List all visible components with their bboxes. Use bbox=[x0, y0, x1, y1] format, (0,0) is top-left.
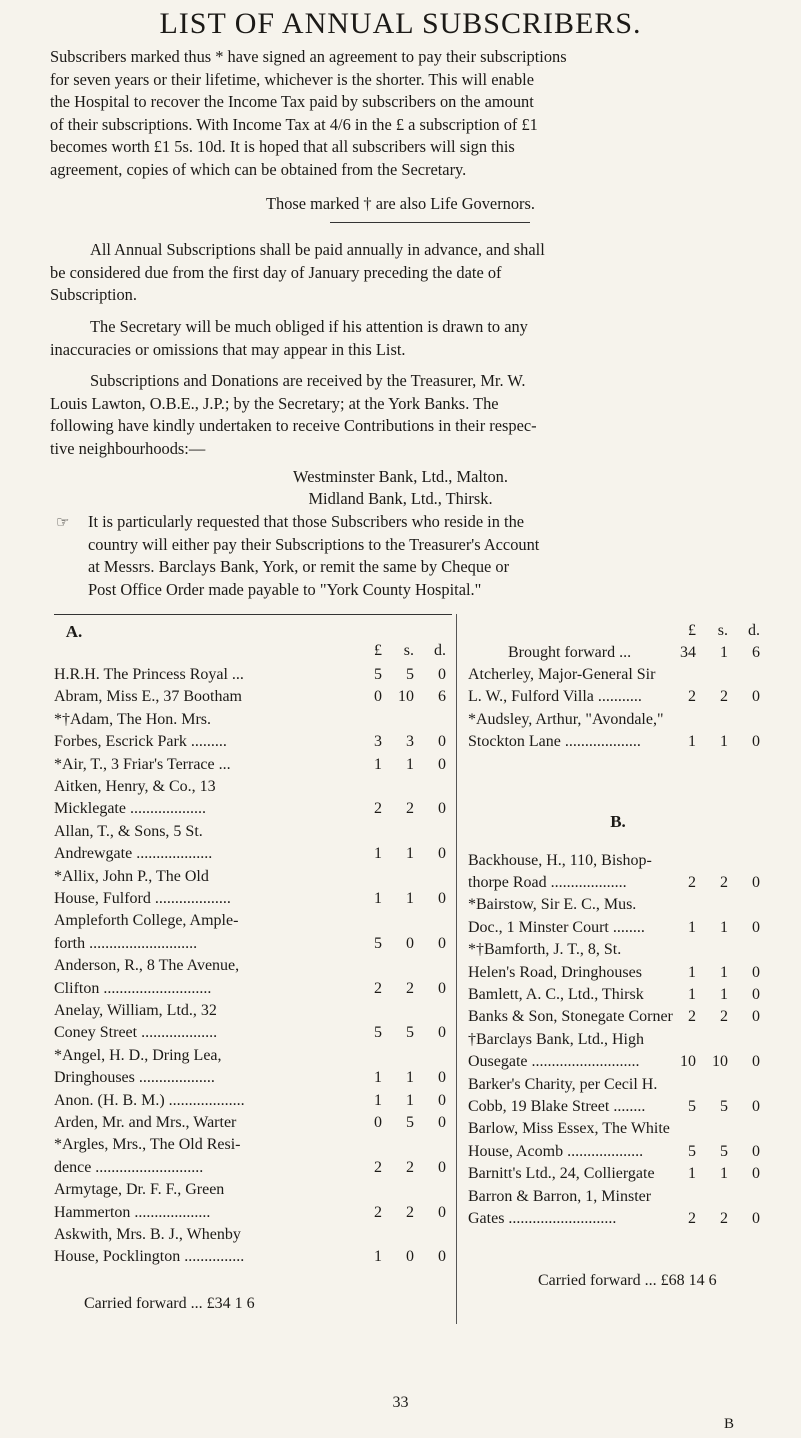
intro-line: for seven years or their lifetime, whichever is the shorter. This will enable bbox=[50, 69, 534, 89]
pounds-amount: 1 bbox=[374, 1069, 382, 1087]
subscriber-name-line: Coney Street ................... bbox=[54, 1024, 218, 1042]
pounds-amount: 0 bbox=[374, 688, 382, 706]
shillings-amount: 2 bbox=[406, 800, 414, 818]
subscriber-name-line: Doc., 1 Minster Court ........ bbox=[468, 918, 645, 936]
pence-amount: 0 bbox=[438, 755, 446, 773]
shillings-amount: 1 bbox=[720, 1165, 728, 1183]
subscriber-name-line: Dringhouses ................... bbox=[54, 1069, 215, 1087]
pence-amount: 0 bbox=[438, 934, 446, 952]
subscriber-entry bbox=[468, 939, 768, 984]
shillings-amount: 1 bbox=[720, 986, 728, 1003]
subscriber-name-line: Bamlett, A. C., Ltd., Thirsk bbox=[468, 986, 644, 1003]
section-letter-a: A. bbox=[65, 622, 83, 641]
subscriber-entry bbox=[468, 850, 768, 895]
subscriber-name-line: Andrewgate ................... bbox=[54, 845, 213, 863]
shillings-amount: 2 bbox=[720, 1209, 728, 1227]
pence-amount: 0 bbox=[438, 1203, 446, 1221]
request-note-line: at Messrs. Barclays Bank, York, or remit the same by Cheque or bbox=[88, 557, 510, 577]
pence-amount: 0 bbox=[752, 1097, 760, 1115]
subscriber-name-line: Anon. (H. B. M.) ................... bbox=[54, 1091, 245, 1109]
subscriber-entry bbox=[468, 1186, 768, 1231]
pence-amount: 6 bbox=[752, 644, 760, 661]
pounds-amount: 1 bbox=[374, 755, 382, 773]
subscriber-entry bbox=[54, 866, 450, 911]
shillings-amount: 1 bbox=[406, 889, 414, 907]
subscriber-name-line: L. W., Fulford Villa ........... bbox=[468, 688, 642, 706]
subscriber-entry bbox=[54, 776, 450, 821]
subscriber-name-line: Anderson, R., 8 The Avenue, bbox=[54, 957, 240, 975]
subscriber-entry bbox=[54, 686, 450, 708]
pence-amount: 0 bbox=[752, 688, 760, 706]
subscriber-entry bbox=[54, 1000, 450, 1045]
bank-midland-thirsk: Midland Bank, Ltd., Thirsk. bbox=[308, 489, 493, 508]
pence-amount: 0 bbox=[438, 666, 446, 683]
pence-amount: 0 bbox=[438, 1158, 446, 1176]
subscriber-name-line: Cobb, 19 Blake Street ........ bbox=[468, 1097, 646, 1115]
subscriber-entry bbox=[54, 821, 450, 866]
subscriber-name-line: House, Pocklington ............... bbox=[54, 1248, 245, 1266]
subscriber-name-line: *Bairstow, Sir E. C., Mus. bbox=[468, 896, 637, 914]
subscriber-name-line: †Barclays Bank, Ltd., High bbox=[468, 1030, 644, 1048]
pounds-amount: 2 bbox=[688, 873, 696, 891]
pounds-amount: 2 bbox=[374, 1158, 382, 1176]
subscriber-name-line: House, Acomb ................... bbox=[468, 1142, 644, 1160]
pounds-amount: 1 bbox=[688, 963, 696, 981]
shillings-amount: 1 bbox=[406, 755, 414, 773]
money-header-pence: d. bbox=[748, 622, 760, 639]
intro-paragraph bbox=[50, 46, 768, 182]
subscriber-name-line: Barron & Barron, 1, Minster bbox=[468, 1187, 652, 1205]
pounds-amount: 1 bbox=[688, 1165, 696, 1183]
donations-note-line: following have kindly undertaken to receive Contributions in their respec- bbox=[50, 416, 537, 436]
pounds-amount: 2 bbox=[688, 1209, 696, 1227]
carried-forward-left: Carried forward ... £34 1 6 bbox=[84, 1294, 255, 1312]
subscriber-name-line: Barlow, Miss Essex, The White bbox=[468, 1120, 670, 1138]
subscriber-entry bbox=[468, 984, 768, 1006]
subscriber-name-line: *Allix, John P., The Old bbox=[54, 867, 209, 885]
shillings-amount: 2 bbox=[406, 979, 414, 997]
pence-amount: 0 bbox=[438, 1248, 446, 1266]
shillings-amount: 5 bbox=[720, 1097, 728, 1115]
pence-amount: 0 bbox=[752, 1165, 760, 1183]
subscriber-name-line: Askwith, Mrs. B. J., Whenby bbox=[54, 1226, 241, 1243]
request-note-line: It is particularly requested that those Subscribers who reside in the bbox=[88, 512, 525, 531]
subscriber-name-line: Armytage, Dr. F. F., Green bbox=[54, 1181, 225, 1199]
pence-amount: 0 bbox=[438, 1069, 446, 1087]
pence-amount: 0 bbox=[438, 733, 446, 751]
pence-amount: 0 bbox=[752, 1053, 760, 1071]
shillings-amount: 2 bbox=[406, 1203, 414, 1221]
subscriber-name-line: Hammerton ................... bbox=[54, 1203, 211, 1221]
pounds-amount: 1 bbox=[374, 889, 382, 907]
shillings-amount: 5 bbox=[406, 666, 414, 683]
pounds-amount: 1 bbox=[374, 845, 382, 863]
pence-amount: 0 bbox=[438, 1114, 446, 1131]
pence-amount: 0 bbox=[438, 800, 446, 818]
subscriber-name-line: Stockton Lane ................... bbox=[468, 733, 641, 751]
subscriber-name-line: Barker's Charity, per Cecil H. bbox=[468, 1075, 658, 1093]
shillings-amount: 2 bbox=[406, 1158, 414, 1176]
request-note-line: Post Office Order made payable to "York County Hospital." bbox=[88, 579, 482, 599]
request-note-line: country will either pay their Subscriptions to the Treasurer's Account bbox=[88, 534, 540, 554]
donations-note-line: Subscriptions and Donations are received by the Treasurer, Mr. W. bbox=[90, 371, 526, 390]
pounds-amount: 1 bbox=[688, 986, 696, 1003]
subscriber-name-line: dence ........................... bbox=[54, 1158, 204, 1176]
carried-forward-right: Carried forward ... £68 14 6 bbox=[538, 1272, 717, 1290]
subscriber-name-line: *Angel, H. D., Dring Lea, bbox=[54, 1046, 222, 1064]
subscriber-name-line: *Audsley, Arthur, "Avondale," bbox=[468, 710, 664, 728]
section-rule bbox=[54, 614, 452, 615]
shillings-amount: 5 bbox=[406, 1114, 414, 1131]
subscriber-entry bbox=[54, 1112, 450, 1134]
annual-note-line: All Annual Subscriptions shall be paid annually in advance, and shall bbox=[90, 240, 545, 259]
shillings-amount: 10 bbox=[398, 688, 414, 706]
secretary-note-line: inaccuracies or omissions that may appear in this List. bbox=[50, 339, 406, 359]
pounds-amount: 34 bbox=[680, 644, 696, 661]
annual-note-line: Subscription. bbox=[50, 285, 137, 305]
pounds-amount: 2 bbox=[688, 1008, 696, 1026]
subscriber-name-line: Abram, Miss E., 37 Bootham bbox=[54, 688, 242, 706]
subscriber-name-line: Barnitt's Ltd., 24, Colliergate bbox=[468, 1165, 655, 1183]
pence-amount: 0 bbox=[438, 889, 446, 907]
shillings-amount: 10 bbox=[712, 1053, 728, 1071]
secretary-note bbox=[50, 316, 768, 361]
donations-note-line: Louis Lawton, O.B.E., J.P.; by the Secretary; at the York Banks. The bbox=[50, 393, 499, 413]
shillings-amount: 5 bbox=[406, 1024, 414, 1042]
money-header-pounds: £ bbox=[688, 622, 696, 639]
subscriber-entry bbox=[468, 1074, 768, 1119]
shillings-amount: 1 bbox=[406, 845, 414, 863]
subscriber-name-line: Banks & Son, Stonegate Corner bbox=[468, 1008, 673, 1026]
subscriber-entry bbox=[54, 664, 450, 686]
subscriber-entry bbox=[54, 1090, 450, 1112]
subscriber-name-line: *†Adam, The Hon. Mrs. bbox=[54, 710, 212, 728]
subscriber-entry bbox=[468, 664, 768, 709]
subscriber-name-line: *†Bamforth, J. T., 8, St. bbox=[468, 941, 622, 959]
subscriber-entry bbox=[54, 955, 450, 1000]
subscriber-entry bbox=[468, 894, 768, 939]
subscriber-entry bbox=[54, 910, 450, 955]
subscriber-entry bbox=[54, 754, 450, 776]
shillings-amount: 2 bbox=[720, 688, 728, 706]
subscriber-name-line: H.R.H. The Princess Royal ... bbox=[54, 666, 244, 683]
pence-amount: 0 bbox=[752, 1209, 760, 1227]
shillings-amount: 1 bbox=[720, 644, 728, 661]
subscriber-entry bbox=[54, 1224, 450, 1269]
shillings-amount: 1 bbox=[720, 918, 728, 936]
subscriber-entry bbox=[468, 1029, 768, 1074]
subscriber-name-line: *Argles, Mrs., The Old Resi- bbox=[54, 1136, 241, 1154]
donations-note-line: tive neighbourhoods:— bbox=[50, 438, 206, 458]
shillings-amount: 0 bbox=[406, 934, 414, 952]
pounds-amount: 2 bbox=[688, 688, 696, 706]
subscriber-name-line: Allan, T., & Sons, 5 St. bbox=[54, 822, 203, 840]
intro-line: becomes worth £1 5s. 10d. It is hoped that all subscribers will sign this bbox=[50, 137, 515, 157]
money-header-shillings: s. bbox=[403, 642, 414, 659]
subscriber-name-line: Gates ........................... bbox=[468, 1209, 617, 1227]
subscriber-entry bbox=[468, 1163, 768, 1185]
subscriber-name-line: Helen's Road, Dringhouses bbox=[468, 963, 642, 981]
subscriber-name-line: Anelay, William, Ltd., 32 bbox=[54, 1002, 217, 1019]
pounds-amount: 1 bbox=[688, 733, 696, 751]
request-note bbox=[88, 511, 768, 601]
section-letter-b: B. bbox=[610, 811, 626, 831]
bank-westminster-malton: Westminster Bank, Ltd., Malton. bbox=[293, 467, 508, 486]
pence-amount: 0 bbox=[752, 1008, 760, 1026]
subscriber-name-line: Aitken, Henry, & Co., 13 bbox=[54, 778, 216, 795]
shillings-amount: 2 bbox=[720, 1008, 728, 1026]
money-header-pence: d. bbox=[434, 642, 446, 659]
annual-note-line: be considered due from the first day of January preceding the date of bbox=[50, 262, 502, 282]
pounds-amount: 1 bbox=[688, 918, 696, 936]
pounds-amount: 0 bbox=[374, 1114, 382, 1131]
subscriber-entry bbox=[468, 1118, 768, 1163]
subscriber-entry bbox=[54, 1045, 450, 1090]
pounds-amount: 2 bbox=[374, 1203, 382, 1221]
left-column bbox=[54, 622, 450, 1342]
intro-line: of their subscriptions. With Income Tax at 4/6 in the £ a subscription of £1 bbox=[50, 114, 538, 134]
printer-signature: B bbox=[724, 1416, 735, 1432]
intro-line: the Hospital to recover the Income Tax paid by subscribers on the amount bbox=[50, 92, 534, 112]
page-number: 33 bbox=[392, 1394, 409, 1411]
right-column bbox=[468, 622, 768, 1342]
subscriber-name-line: Ampleforth College, Ample- bbox=[54, 912, 239, 930]
subscriber-name-line: forth ........................... bbox=[54, 934, 198, 952]
subscriber-name-line: Arden, Mr. and Mrs., Warter bbox=[54, 1114, 237, 1131]
pounds-amount: 5 bbox=[374, 934, 382, 952]
money-header-pounds: £ bbox=[374, 642, 382, 659]
pence-amount: 0 bbox=[752, 963, 760, 981]
pounds-amount: 10 bbox=[680, 1053, 696, 1071]
pence-amount: 6 bbox=[438, 688, 446, 706]
column-divider bbox=[456, 614, 457, 1324]
subscriber-name-line: Clifton ........................... bbox=[54, 979, 212, 997]
subscriber-name-line: thorpe Road ................... bbox=[468, 873, 627, 891]
subscriber-name-line: Atcherley, Major-General Sir bbox=[468, 666, 656, 683]
pence-amount: 0 bbox=[752, 1142, 760, 1160]
subscriber-entry bbox=[468, 1006, 768, 1028]
subscriber-name-line: House, Fulford ................... bbox=[54, 889, 231, 907]
pounds-amount: 3 bbox=[374, 733, 382, 751]
subscriber-name-line: Ousegate ........................... bbox=[468, 1053, 640, 1071]
subscriber-entry bbox=[54, 709, 450, 754]
pounds-amount: 1 bbox=[374, 1091, 382, 1109]
pence-amount: 0 bbox=[752, 918, 760, 936]
intro-line: agreement, copies of which can be obtained from the Secretary. bbox=[50, 159, 467, 179]
shillings-amount: 0 bbox=[406, 1248, 414, 1266]
pence-amount: 0 bbox=[438, 845, 446, 863]
life-governors-note: Those marked † are also Life Governors. bbox=[266, 194, 535, 213]
page-title: LIST OF ANNUAL SUBSCRIBERS. bbox=[159, 7, 642, 40]
subscriber-entry bbox=[54, 1179, 450, 1224]
pence-amount: 0 bbox=[438, 979, 446, 997]
pounds-amount: 5 bbox=[688, 1142, 696, 1160]
shillings-amount: 1 bbox=[406, 1091, 414, 1109]
pointing-hand-icon: ☞ bbox=[56, 515, 70, 531]
pounds-amount: 5 bbox=[688, 1097, 696, 1115]
subscriber-name-line: *Air, T., 3 Friar's Terrace ... bbox=[54, 755, 231, 773]
pounds-amount: 1 bbox=[374, 1248, 382, 1266]
pounds-amount: 5 bbox=[374, 666, 382, 683]
money-header-shillings: s. bbox=[717, 622, 728, 639]
intro-line: Subscribers marked thus * have signed an agreement to pay their subscriptions bbox=[50, 47, 567, 66]
pence-amount: 0 bbox=[752, 873, 760, 891]
pence-amount: 0 bbox=[752, 986, 760, 1003]
pence-amount: 0 bbox=[438, 1024, 446, 1042]
pounds-amount: 2 bbox=[374, 979, 382, 997]
brought-forward-label: Brought forward ... bbox=[508, 644, 632, 661]
shillings-amount: 2 bbox=[720, 873, 728, 891]
shillings-amount: 1 bbox=[406, 1069, 414, 1087]
subscriber-entry bbox=[54, 1134, 450, 1179]
divider-line bbox=[330, 222, 530, 223]
annual-subscriptions-note bbox=[50, 239, 768, 307]
pence-amount: 0 bbox=[438, 1091, 446, 1109]
subscriber-name-line: Forbes, Escrick Park ......... bbox=[54, 733, 227, 751]
subscriber-entry bbox=[468, 709, 768, 754]
pounds-amount: 5 bbox=[374, 1024, 382, 1042]
subscriber-name-line: Micklegate ................... bbox=[54, 800, 206, 818]
shillings-amount: 5 bbox=[720, 1142, 728, 1160]
subscriber-name-line: Backhouse, H., 110, Bishop- bbox=[468, 851, 652, 869]
shillings-amount: 1 bbox=[720, 733, 728, 751]
pence-amount: 0 bbox=[752, 733, 760, 751]
pounds-amount: 2 bbox=[374, 800, 382, 818]
donations-note bbox=[50, 370, 768, 460]
shillings-amount: 3 bbox=[406, 733, 414, 751]
shillings-amount: 1 bbox=[720, 963, 728, 981]
secretary-note-line: The Secretary will be much obliged if his attention is drawn to any bbox=[90, 317, 528, 336]
